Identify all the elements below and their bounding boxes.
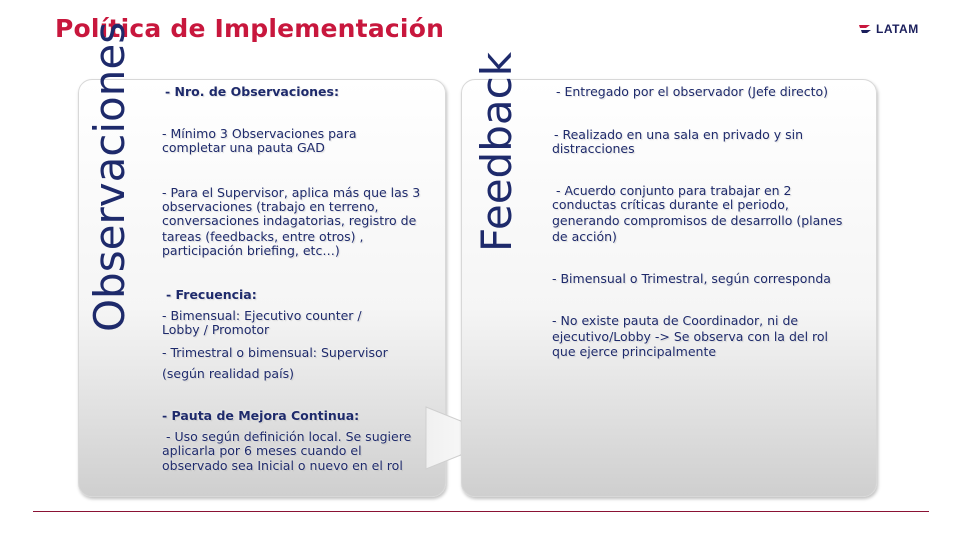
latam-logo-icon (858, 23, 872, 35)
obs-line: participación briefing, etc…) (162, 243, 340, 258)
fb-line: conductas críticas durante el periodo, (552, 197, 789, 212)
obs-line: tareas (feedbacks, entre otros) , (162, 229, 364, 244)
obs-line: - Mínimo 3 Observaciones para (162, 126, 357, 141)
fb-line: - No existe pauta de Coordinador, ni de (552, 313, 799, 328)
obs-line: - Para el Supervisor, aplica más que las 3 (162, 185, 421, 200)
obs-nro-heading: - Nro. de Observaciones: (165, 84, 339, 99)
observaciones-heading: Observaciones (85, 21, 134, 332)
obs-line: (según realidad país) (162, 366, 294, 381)
obs-line: completar una pauta GAD (162, 140, 325, 155)
footer-divider (33, 511, 929, 512)
obs-line: - Bimensual: Ejecutivo counter / (162, 308, 362, 323)
obs-line: observado sea Inicial o nuevo en el rol (162, 458, 403, 473)
fb-line: que ejerce principalmente (552, 344, 717, 359)
obs-line: - Uso según definición local. Se sugiere (166, 429, 412, 444)
page-title: Política de Implementación (55, 14, 445, 43)
obs-line: Lobby / Promotor (162, 322, 270, 337)
fb-line: - Bimensual o Trimestral, según corresponda (552, 271, 831, 286)
fb-line: ejecutivo/Lobby -> Se observa con la del rol (552, 329, 829, 344)
fb-line: generando compromisos de desarrollo (planes (552, 213, 843, 228)
fb-line: de acción) (552, 229, 617, 244)
feedback-heading: Feedback (472, 51, 521, 252)
fb-line: - Realizado en una sala en privado y sin (554, 127, 804, 142)
obs-pauta-heading: - Pauta de Mejora Continua: (162, 408, 360, 423)
latam-logo (858, 22, 919, 36)
fb-line: - Entregado por el observador (Jefe directo) (556, 84, 828, 99)
obs-line: conversaciones indagatorias, registro de (162, 213, 417, 228)
obs-line: - Trimestral o bimensual: Supervisor (162, 345, 388, 360)
obs-frecuencia-heading: - Frecuencia: (166, 287, 257, 302)
obs-line: observaciones (trabajo en terreno, (162, 199, 379, 214)
obs-line: aplicarla por 6 meses cuando el (162, 443, 362, 458)
logo-text: LATAM (876, 22, 919, 36)
fb-line: distracciones (552, 141, 635, 156)
fb-line: - Acuerdo conjunto para trabajar en 2 (556, 183, 792, 198)
